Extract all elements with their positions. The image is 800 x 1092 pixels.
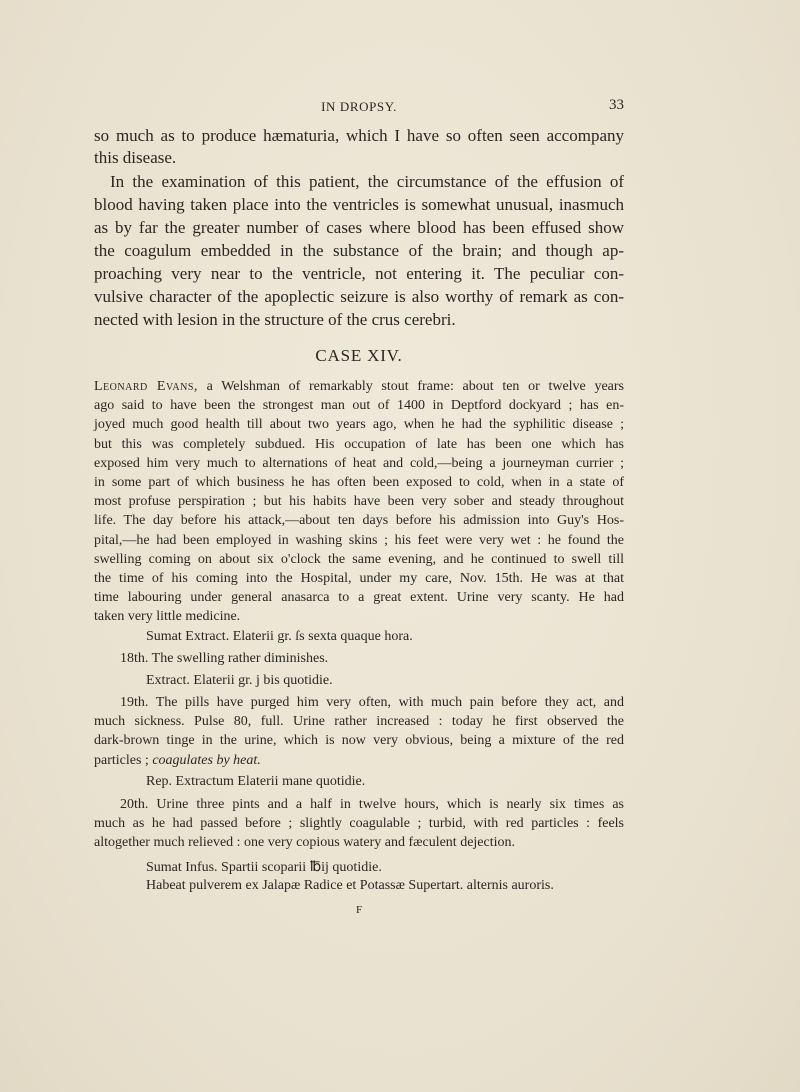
patient-name: Leonard Evans, <box>94 379 198 394</box>
text-line: 20th. Urine three pints and a half in twelve hours, which is nearly six times as <box>120 797 624 812</box>
text-line: blood having taken place into the ventricles is somewhat unusual, inasmuch <box>94 195 624 214</box>
text-line: In the examination of this patient, the circumstance of the effusion of <box>110 172 624 191</box>
italic-text: coagulates by heat. <box>152 752 261 768</box>
text-line: life. The day before his attack,—about ten days before his admission into Guy's Hos- <box>94 513 624 529</box>
prescription: Rep. Extractum Elaterii mane quotidie. <box>146 774 366 789</box>
text-line: so much as to produce hæmaturia, which I have so often seen accompany <box>94 126 624 145</box>
text-line: but this was completely subdued. His occupation of late has been one which has <box>94 436 624 452</box>
prescription: Sumat Extract. Elaterii gr. ſs sexta quaque hora. <box>146 629 413 644</box>
text-line <box>94 753 624 769</box>
text-line: much sickness. Pulse 80, full. Urine rather increased : today he first observed the <box>94 714 624 730</box>
text-line: taken very little medicine. <box>94 609 241 625</box>
text-line: joyed much good health till about two years ago, when he had the syphilitic disease ; <box>94 417 624 433</box>
text-span: particles ; <box>94 752 153 768</box>
text-line: the time of his coming into the Hospital, under my care, Nov. 15th. He was at that <box>94 571 624 586</box>
text-line: most profuse perspiration ; but his habits have been very sober and steady throughout <box>94 494 624 510</box>
case-heading: CASE XIV. <box>315 346 403 365</box>
text-line: exposed him very much to alternations of heat and cold,—being a journeyman currier ; <box>94 455 624 471</box>
page-number: 33 <box>609 97 624 113</box>
intro-paragraph <box>94 126 624 329</box>
text-line: much as he had passed before ; slightly coagulable ; turbid, with red particles : feels <box>94 816 624 832</box>
running-header <box>94 99 624 119</box>
case-body <box>94 379 624 899</box>
prescription: Extract. Elaterii gr. j bis quotidie. <box>146 673 333 688</box>
text-line: as by far the greater number of cases where blood has been effused show <box>94 218 624 237</box>
text-line: 19th. The pills have purged him very often, with much pain before they act, and <box>120 695 624 710</box>
signature-mark: F <box>355 904 363 916</box>
prescription: Sumat Infus. Spartii scoparii ℔ij quotidie. <box>146 860 382 875</box>
text-line: nected with lesion in the structure of the crus cerebri. <box>94 310 456 329</box>
text-line: ago said to have been the strongest man out of 1400 in Deptford dockyard ; has en- <box>94 398 624 414</box>
text-line: time labouring under general anasarca to a great extent. Urine very scanty. He had <box>94 590 624 606</box>
text-line: altogether much relieved : one very copious watery and fæculent dejection. <box>94 835 516 851</box>
text-span: a Welshman of remarkably stout frame: about ten or twelve years <box>197 379 624 394</box>
text-line: dark-brown tinge in the urine, which is now very obvious, being a mixture of the red <box>94 733 624 749</box>
text-line: proaching very near to the ventricle, not entering it. The peculiar con- <box>94 264 624 283</box>
text-line <box>94 379 624 395</box>
entry-18th: 18th. The swelling rather diminishes. <box>120 651 329 666</box>
text-line: vulsive character of the apoplectic seizure is also worthy of remark as con- <box>94 287 624 306</box>
running-title: IN DROPSY. <box>321 99 397 114</box>
text-line: the coagulum embedded in the substance of the brain; and though ap- <box>94 241 624 260</box>
text-line: swelling coming on about six o'clock the same evening, and he continued to swell till <box>94 551 624 567</box>
text-line: this disease. <box>94 148 177 167</box>
prescription: Habeat pulverem ex Jalapæ Radice et Potassæ Supertart. alternis auroris. <box>146 878 554 893</box>
text-line: pital,—he had been employed in washing skins ; his feet were very wet : he found the <box>94 532 624 548</box>
text-line: in some part of which business he has often been exposed to cold, when in a state of <box>94 475 624 490</box>
